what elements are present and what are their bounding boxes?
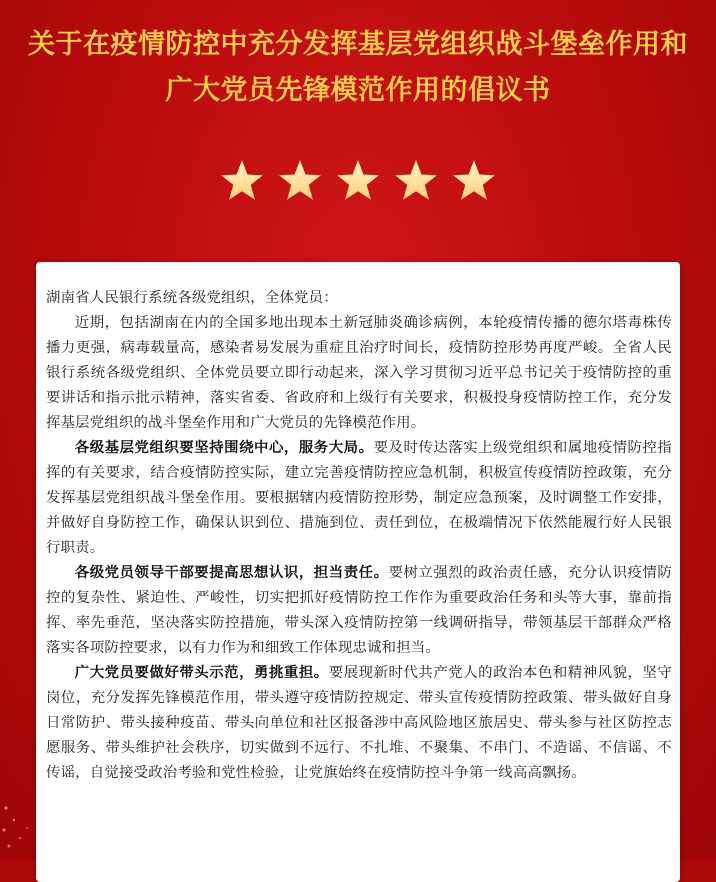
title-line-2: 广大党员先锋模范作用的倡议书 [165, 75, 551, 106]
star-icon [277, 158, 323, 204]
letter-content [46, 286, 672, 786]
section-heading: 各级基层党组织要坚持围绕中心，服务大局。 [74, 440, 374, 456]
letter-card [36, 262, 680, 882]
section-body: 要及时传达落实上级党组织和属地疫情防控指挥的有关要求，结合疫情防控实际，建立完善疫情防控应急机制，积极宣传疫情防控政策，充分发挥基层党组织战斗堡垒作用。要根据辖内疫情防控形势，制定应急预案，及时调整工作安排，并做好自身防控工作，确保认识到位、措施到位、责任到位，在极端情况下依然能履行好人民银行职责。 [46, 440, 672, 556]
section-paragraph [46, 561, 672, 661]
section-paragraph [46, 436, 672, 561]
sparkle-decoration-icon [0, 790, 40, 860]
intro-paragraph: 近期，包括湖南在内的全国多地出现本土新冠肺炎确诊病例，本轮疫情传播的德尔塔毒株传播力更强，病毒载量高，感染者易发展为重症且治疗时间长，疫情防控形势再度严峻。全省人民银行系统各级党组织、全体党员要立即行动起来，深入学习贯彻习近平总书记关于疫情防控的重要讲话和指示批示精神，落实省委、省政府和上级行有关要求，积极投身疫情防控工作，充分发挥基层党组织的战斗堡垒作用和广大党员的先锋模范作用。 [46, 315, 672, 431]
section-heading: 广大党员要做好带头示范，勇挑重担。 [74, 665, 329, 681]
star-icon [219, 158, 265, 204]
star-row [0, 158, 716, 208]
title-line-1: 关于在疫情防控中充分发挥基层党组织战斗堡垒作用和 [28, 29, 688, 60]
salutation: 湖南省人民银行系统各级党组织，全体党员： [46, 290, 338, 306]
star-icon [393, 158, 439, 204]
section-heading: 各级党员领导干部要提高思想认识，担当责任。 [74, 565, 389, 581]
section-body: 要树立强烈的政治责任感，充分认识疫情防控的复杂性、紧迫性、严峻性，切实把抓好疫情防控工作作为重要政治任务和头等大事，靠前指挥、率先垂范，坚决落实防控措施，带头深入疫情防控第一线调研指导，带领基层干部群众严格落实各项防控要求，以有力作为和细致工作体现忠诚和担当。 [46, 565, 672, 656]
section-paragraph [46, 661, 672, 786]
section-body: 要展现新时代共产党人的政治本色和精神风貌，坚守岗位，充分发挥先锋模范作用，带头遵守疫情防控规定、带头宣传疫情防控政策、带头做好自身日常防护、带头接种疫苗、带头向单位和社区报备涉中高风险地区旅居史、带头参与社区防控志愿服务、带头维护社会秩序，切实做到不远行、不扎堆、不聚集、不串门、不造谣、不信谣、不传谣，自觉接受政治考验和党性检验，让党旗始终在疫情防控斗争第一线高高飘扬。 [46, 665, 673, 781]
document-title [0, 22, 716, 114]
star-icon [451, 158, 497, 204]
star-icon [335, 158, 381, 204]
